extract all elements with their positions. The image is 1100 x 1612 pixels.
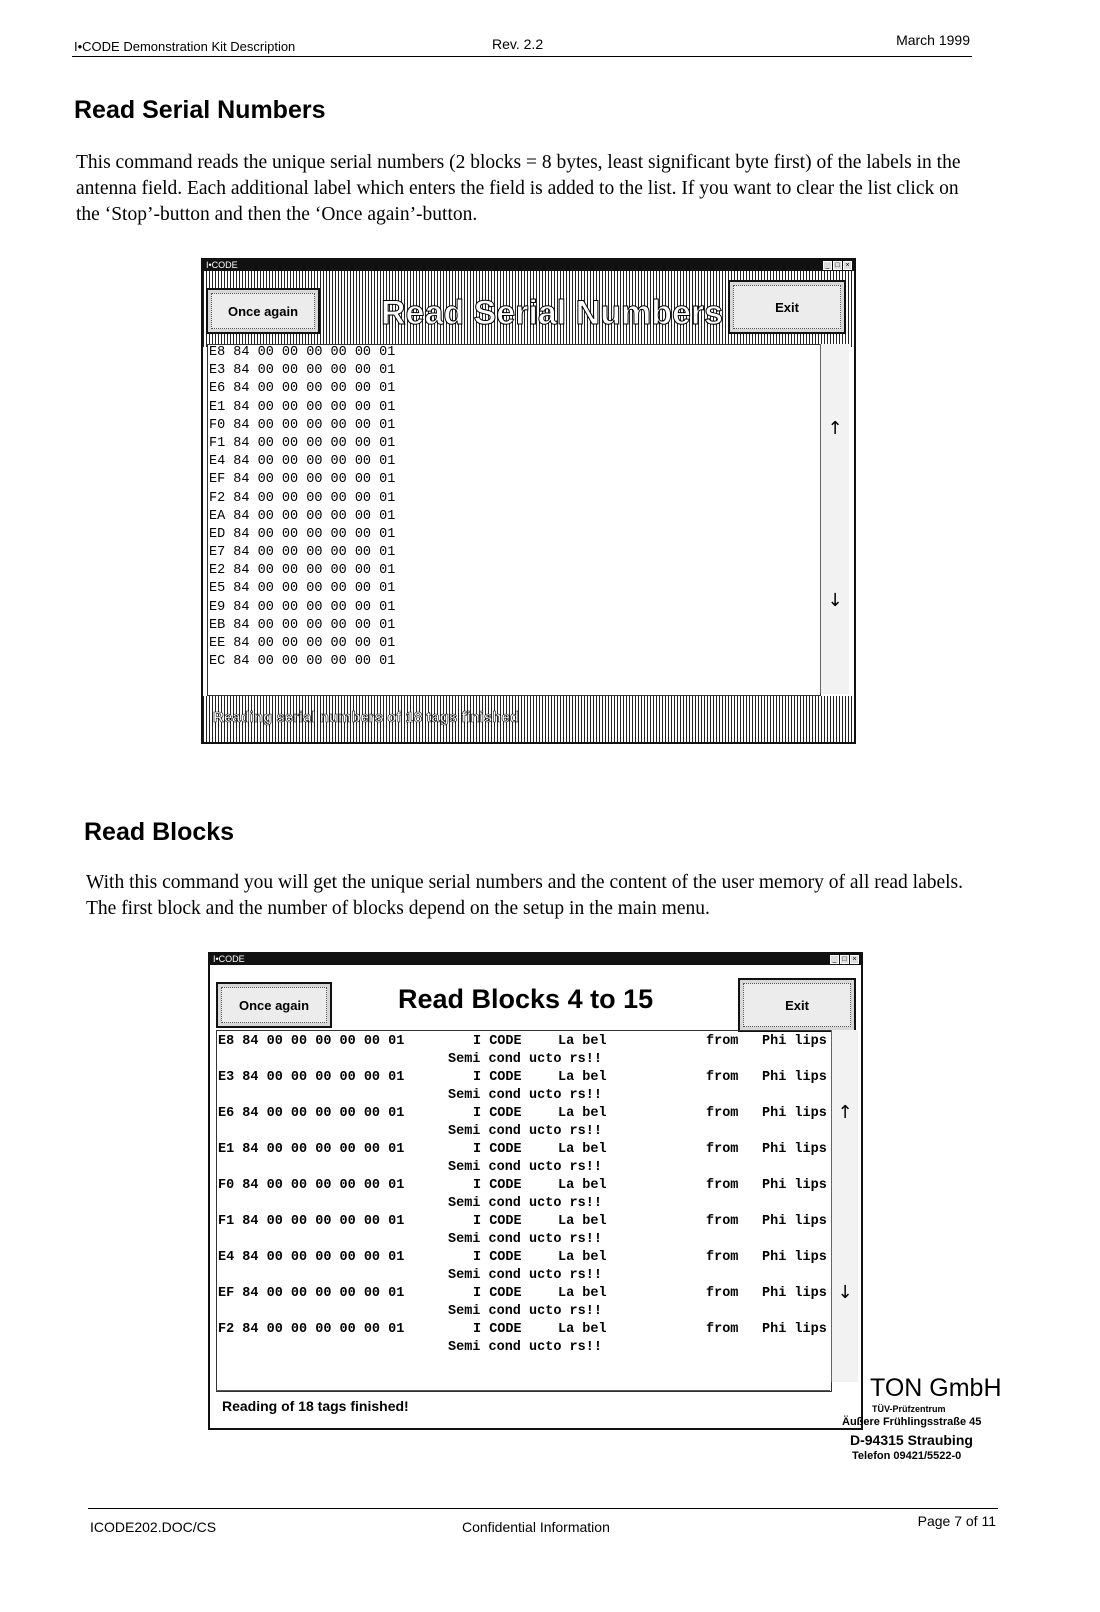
scroll-down-icon[interactable]: ↓ <box>827 590 843 611</box>
block-data: Phi lips <box>762 1034 827 1049</box>
close-icon[interactable]: × <box>850 955 859 964</box>
section-heading-read-serial: Read Serial Numbers <box>74 96 326 124</box>
once-again-button[interactable] <box>206 288 320 334</box>
footer-file: ICODE202.DOC/CS <box>90 1519 217 1535</box>
block-data-line: Semi cond ucto rs!! <box>448 1052 602 1067</box>
read-serial-window <box>201 258 856 744</box>
block-data: La bel <box>558 1214 607 1229</box>
block-data: I CODE <box>473 1214 522 1229</box>
serial-number: F1 84 00 00 00 00 00 01 <box>218 1214 405 1229</box>
block-data: from <box>706 1214 739 1229</box>
block-data: from <box>706 1142 739 1157</box>
list-item[interactable]: F2 84 00 00 00 00 00 01 <box>209 490 396 506</box>
list-item[interactable]: E3 84 00 00 00 00 00 01 <box>209 363 396 379</box>
block-data-line: Semi cond ucto rs!! <box>448 1196 602 1211</box>
scroll-down-icon[interactable]: ↓ <box>837 1282 853 1303</box>
section-paragraph-read-serial: This command reads the unique serial numbers (2 blocks = 8 bytes, least significant byte first) of the labels in the antenna field. Each additional label which enters the field is added to the list. If you want to clear the list click on the ‘Stop’-button and then the ‘Once again’-button. <box>76 152 961 225</box>
serial-number: E6 84 00 00 00 00 00 01 <box>218 1106 405 1121</box>
block-data-line: Semi cond ucto rs!! <box>448 1340 602 1355</box>
block-data: La bel <box>558 1142 607 1157</box>
exit-label: Exit <box>785 997 809 1013</box>
block-data: La bel <box>558 1250 607 1265</box>
serial-list-rows <box>209 344 395 671</box>
list-item[interactable]: E5 84 00 00 00 00 00 01 <box>209 581 396 597</box>
block-data: Phi lips <box>762 1070 827 1085</box>
list-item[interactable]: EF 84 00 00 00 00 00 01 <box>209 472 396 488</box>
block-data: Phi lips <box>762 1214 827 1229</box>
date: March 1999 <box>896 32 970 48</box>
block-data: from <box>706 1178 739 1193</box>
block-data: I CODE <box>473 1322 522 1337</box>
block-data: Phi lips <box>762 1142 827 1157</box>
once-again-label: Once again <box>227 303 299 319</box>
stamp-line: Telefon 09421/5522-0 <box>852 1450 962 1462</box>
window-titlebar <box>203 260 854 271</box>
block-data: from <box>706 1322 739 1337</box>
list-item[interactable]: E4 84 00 00 00 00 00 01 <box>209 454 396 470</box>
window-banner-title: Read Blocks 4 to 15 <box>398 984 654 1014</box>
list-item[interactable]: E9 84 00 00 00 00 00 01 <box>209 599 396 615</box>
list-item[interactable]: F1 84 00 00 00 00 00 01 <box>209 435 396 451</box>
list-item[interactable]: EC 84 00 00 00 00 00 01 <box>209 654 396 670</box>
block-data-line: Semi cond ucto rs!! <box>448 1160 602 1175</box>
page-header <box>72 30 972 57</box>
window-titlebar <box>210 954 861 965</box>
scroll-up-icon[interactable]: ↑ <box>837 1102 853 1123</box>
list-item[interactable]: E1 84 00 00 00 00 00 01 <box>209 399 396 415</box>
exit-button[interactable] <box>728 280 846 334</box>
status-text: Reading of 18 tags finished! <box>222 1398 409 1414</box>
minimize-icon[interactable]: _ <box>830 955 839 964</box>
block-data-line: Semi cond ucto rs!! <box>448 1304 602 1319</box>
block-data: from <box>706 1034 739 1049</box>
block-data: from <box>706 1286 739 1301</box>
exit-label: Exit <box>775 299 799 315</box>
blocks-list-scrollbar[interactable] <box>831 1030 858 1382</box>
once-again-label: Once again <box>238 997 310 1013</box>
block-data-line: Semi cond ucto rs!! <box>448 1124 602 1139</box>
block-data: I CODE <box>473 1250 522 1265</box>
scroll-up-icon[interactable]: ↑ <box>827 418 843 439</box>
block-data: I CODE <box>473 1286 522 1301</box>
close-icon[interactable]: × <box>843 261 852 270</box>
list-item[interactable]: EB 84 00 00 00 00 00 01 <box>209 617 396 633</box>
serial-number: F0 84 00 00 00 00 00 01 <box>218 1178 405 1193</box>
window-app-title: I•CODE <box>213 954 245 964</box>
serial-list-scrollbar[interactable] <box>820 344 849 694</box>
block-data-line: Semi cond ucto rs!! <box>448 1268 602 1283</box>
list-item[interactable]: ED 84 00 00 00 00 00 01 <box>209 526 396 542</box>
block-data: I CODE <box>473 1178 522 1193</box>
block-data: I CODE <box>473 1106 522 1121</box>
block-data: La bel <box>558 1286 607 1301</box>
block-data: I CODE <box>473 1142 522 1157</box>
maximize-icon[interactable]: □ <box>840 955 849 964</box>
block-data: La bel <box>558 1178 607 1193</box>
company-stamp: TON GmbH <box>870 1374 1002 1402</box>
stamp-line: Äußere Frühlingsstraße 45 <box>842 1416 982 1428</box>
stamp-line: TÜV-Prüfzentrum <box>872 1404 946 1414</box>
window-banner-title: Read Serial Numbers <box>381 294 724 332</box>
block-data: from <box>706 1250 739 1265</box>
page-footer <box>88 1508 998 1539</box>
serial-number: E4 84 00 00 00 00 00 01 <box>218 1250 405 1265</box>
list-item[interactable]: E2 84 00 00 00 00 00 01 <box>209 563 396 579</box>
section-paragraph-read-blocks: With this command you will get the unique serial numbers and the content of the user memory of all read labels. The first block and the number of blocks depend on the setup in the main menu. <box>86 872 964 919</box>
maximize-icon[interactable]: □ <box>833 261 842 270</box>
footer-classification: Confidential Information <box>462 1519 610 1535</box>
list-item[interactable]: E8 84 00 00 00 00 00 01 <box>209 345 396 360</box>
list-item[interactable]: EE 84 00 00 00 00 00 01 <box>209 636 396 651</box>
stamp-line: D-94315 Straubing <box>850 1432 973 1448</box>
serial-number: E8 84 00 00 00 00 00 01 <box>218 1034 405 1049</box>
doc-title: I•CODE Demonstration Kit Description <box>74 39 296 54</box>
once-again-button[interactable] <box>216 982 332 1028</box>
block-data: Phi lips <box>762 1322 827 1337</box>
block-data: Phi lips <box>762 1286 827 1301</box>
block-data: La bel <box>558 1034 607 1049</box>
block-data: I CODE <box>473 1034 522 1049</box>
block-data-line: Semi cond ucto rs!! <box>448 1232 602 1247</box>
block-data: from <box>706 1106 739 1121</box>
exit-button[interactable] <box>738 978 856 1032</box>
block-data-line: Semi cond ucto rs!! <box>448 1088 602 1103</box>
block-data: Phi lips <box>762 1250 827 1265</box>
block-data: Phi lips <box>762 1106 827 1121</box>
footer-page: Page 7 of 11 <box>917 1513 996 1529</box>
revision: Rev. 2.2 <box>492 36 544 52</box>
window-app-title: I•CODE <box>206 260 238 270</box>
block-data: from <box>706 1070 739 1085</box>
list-item[interactable]: E7 84 00 00 00 00 00 01 <box>209 545 396 561</box>
block-data: La bel <box>558 1070 607 1085</box>
list-item[interactable]: EA 84 00 00 00 00 00 01 <box>209 508 396 524</box>
block-data: I CODE <box>473 1070 522 1085</box>
read-blocks-window <box>208 952 863 1430</box>
serial-number: EF 84 00 00 00 00 00 01 <box>218 1286 405 1301</box>
block-data: La bel <box>558 1322 607 1337</box>
minimize-icon[interactable]: _ <box>823 261 832 270</box>
serial-number: E3 84 00 00 00 00 00 01 <box>218 1070 405 1085</box>
list-item[interactable]: F0 84 00 00 00 00 00 01 <box>209 417 396 433</box>
block-data: La bel <box>558 1106 607 1121</box>
status-text: Reading serial numbers of 18 tags finished <box>213 709 519 726</box>
list-item[interactable]: E6 84 00 00 00 00 00 01 <box>209 381 396 397</box>
block-data: Phi lips <box>762 1178 827 1193</box>
serial-number: E1 84 00 00 00 00 00 01 <box>218 1142 405 1157</box>
section-heading-read-blocks: Read Blocks <box>84 818 235 846</box>
serial-number: F2 84 00 00 00 00 00 01 <box>218 1322 405 1337</box>
